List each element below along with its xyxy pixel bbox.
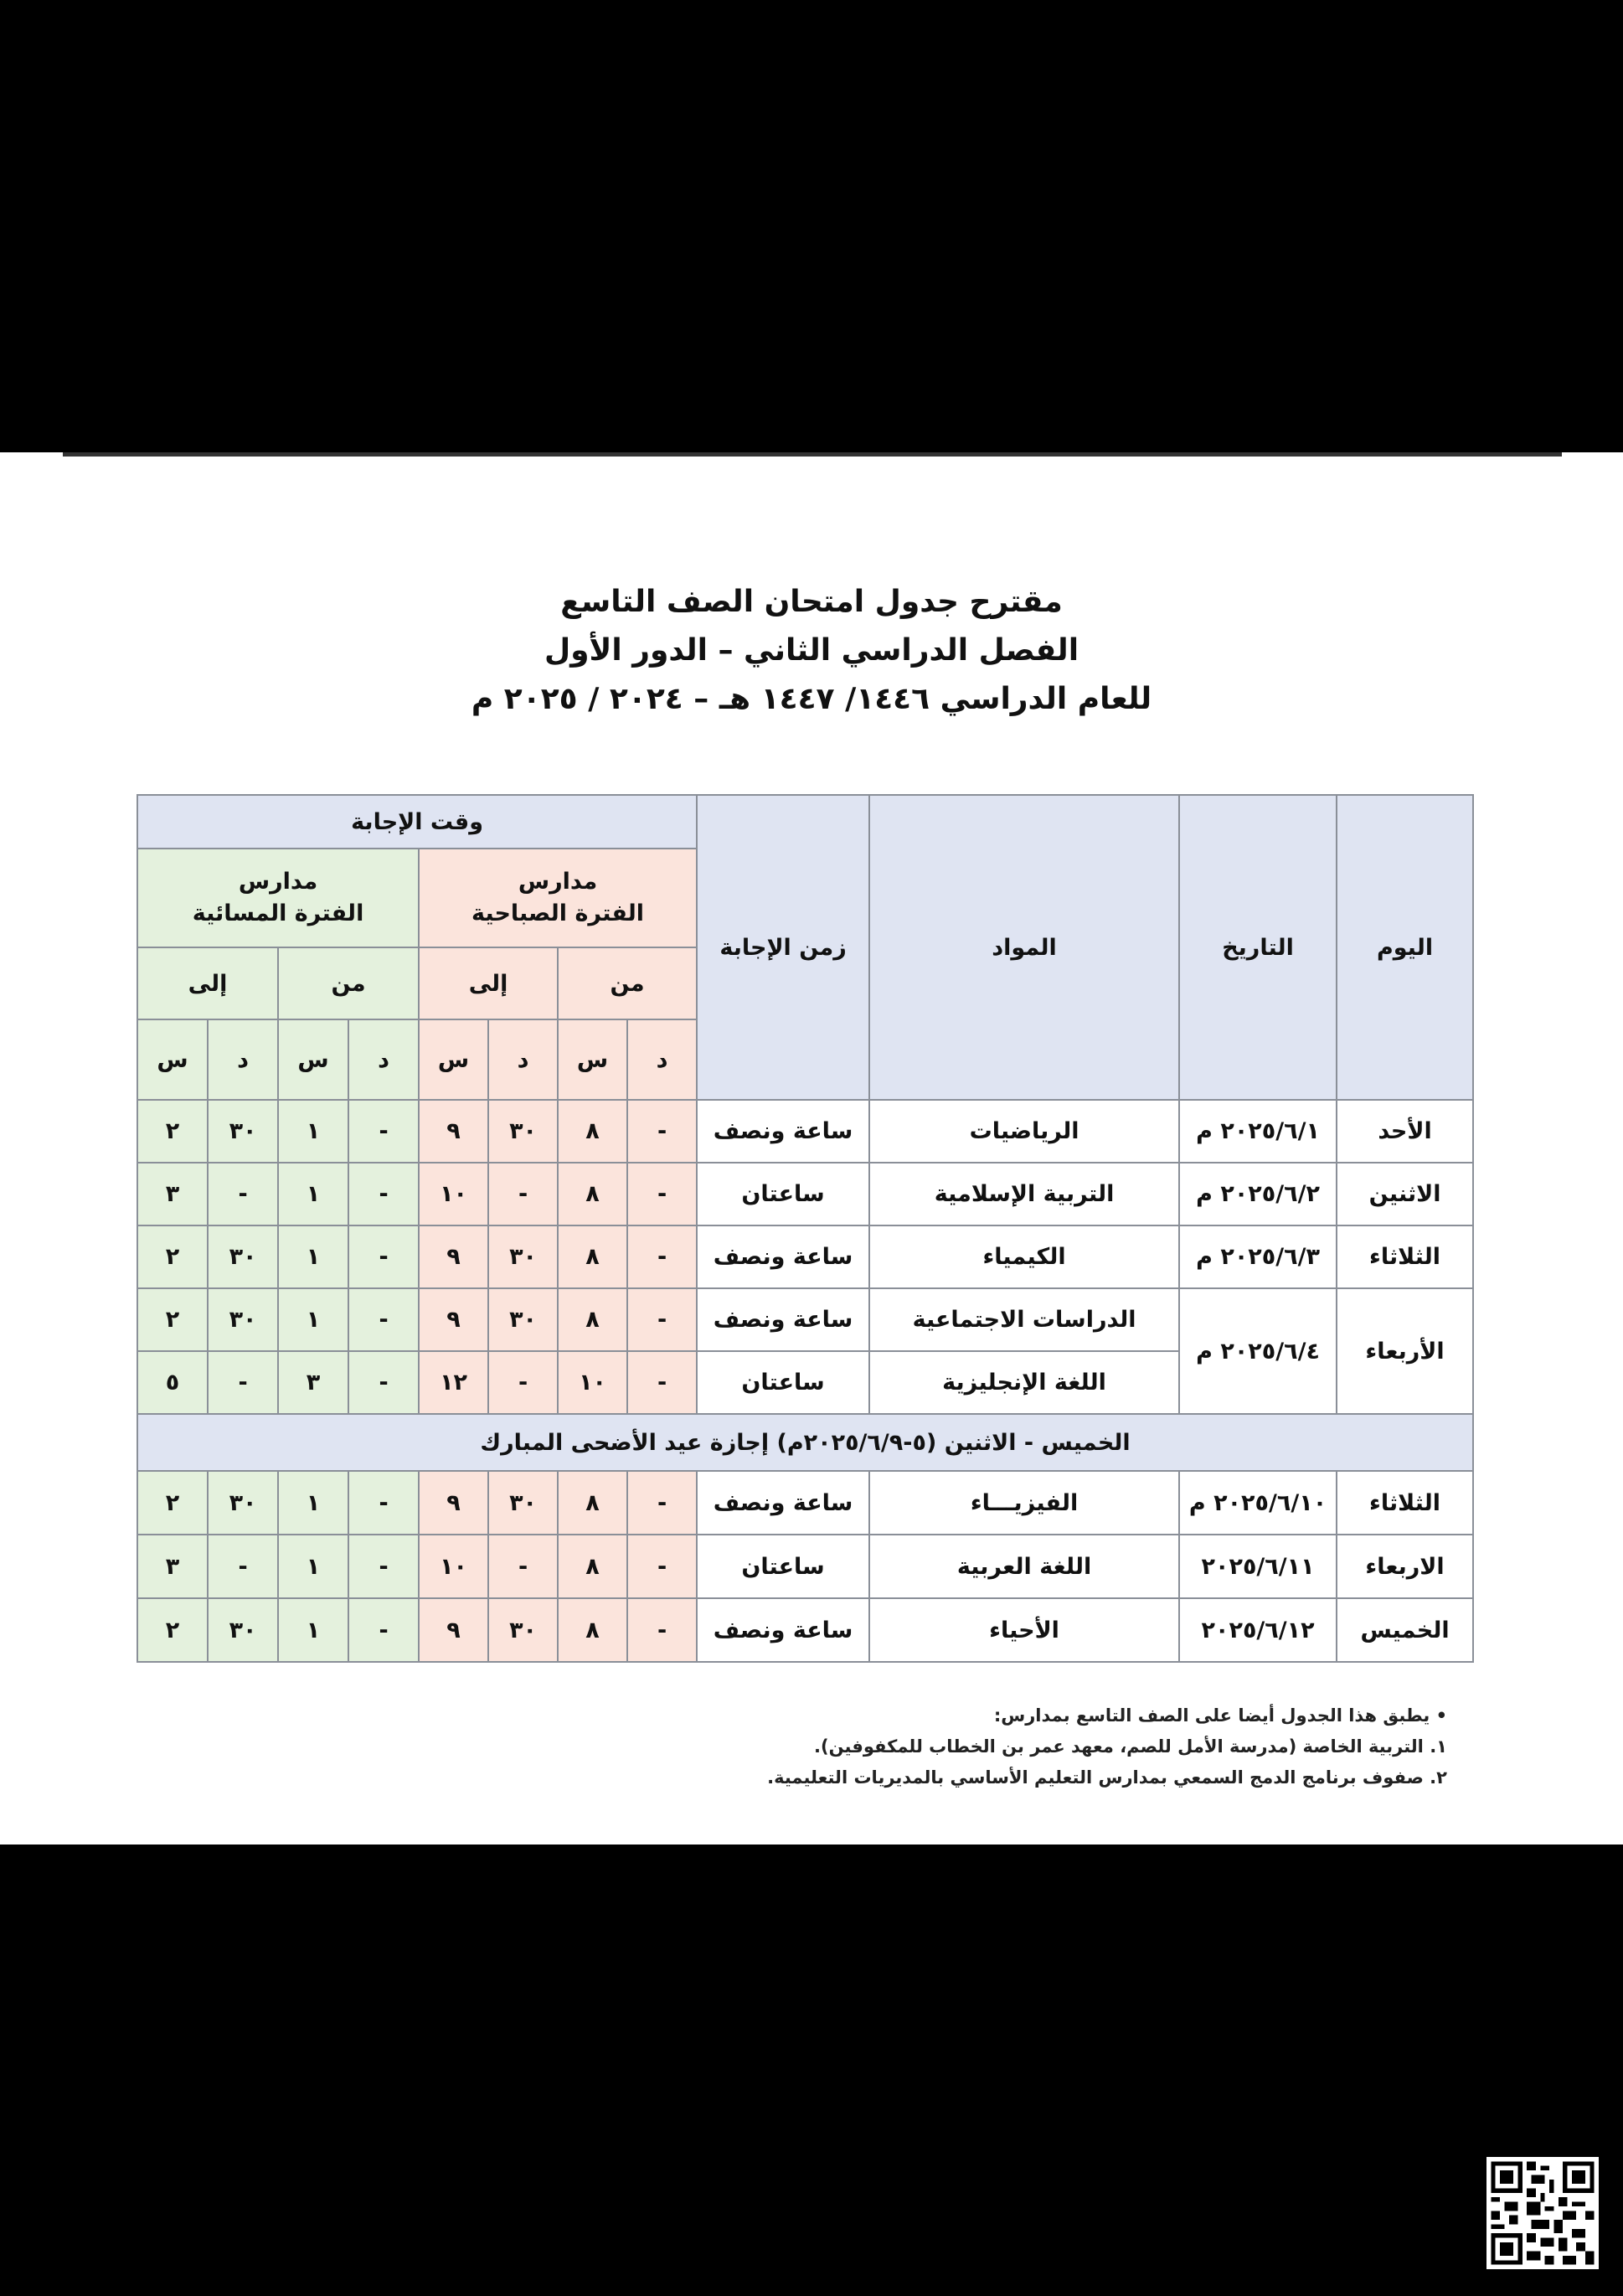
cell-time: ١	[278, 1471, 348, 1535]
cell-time: ٨	[558, 1163, 627, 1225]
cell-time: -	[348, 1100, 419, 1163]
cell-time: ٢	[137, 1471, 208, 1535]
cell-time: ٣٠	[488, 1471, 558, 1535]
cell-subject: الكيمياء	[869, 1225, 1179, 1288]
qr-code-icon	[1486, 2157, 1599, 2269]
title-line-3: للعام الدراسي ١٤٤٦/ ١٤٤٧ هـ – ٢٠٢٤ / ٢٠٢٥ م	[471, 682, 1152, 716]
cell-time: ٣٠	[488, 1225, 558, 1288]
cell-date: ٢٠٢٥/٦/١٠ م	[1179, 1471, 1337, 1535]
cell-duration: ساعة ونصف	[697, 1100, 869, 1163]
header-minute: د	[488, 1019, 558, 1100]
cell-time: -	[627, 1535, 697, 1598]
cell-time: ٩	[419, 1288, 488, 1351]
footnotes	[526, 1700, 1447, 1793]
cell-time: ٥	[137, 1351, 208, 1414]
cell-time: -	[488, 1351, 558, 1414]
cell-subject: الدراسات الاجتماعية	[869, 1288, 1179, 1351]
cell-time: -	[348, 1598, 419, 1662]
exam-schedule-table	[137, 794, 1474, 1663]
cell-time: -	[208, 1535, 278, 1598]
cell-time: ٨	[558, 1100, 627, 1163]
cell-day: الخميس	[1337, 1598, 1473, 1662]
cell-time: ٨	[558, 1225, 627, 1288]
cell-time: ٣٠	[208, 1471, 278, 1535]
cell-time: ١٢	[419, 1351, 488, 1414]
table-row	[137, 1535, 1473, 1598]
cell-time: ١	[278, 1535, 348, 1598]
cell-subject: التربية الإسلامية	[869, 1163, 1179, 1225]
cell-time: -	[627, 1225, 697, 1288]
cell-time: ١٠	[419, 1163, 488, 1225]
cell-time: ١٠	[558, 1351, 627, 1414]
cell-time: ٩	[419, 1225, 488, 1288]
cell-duration: ساعة ونصف	[697, 1288, 869, 1351]
cell-time: ٢	[137, 1598, 208, 1662]
cell-duration: ساعة ونصف	[697, 1598, 869, 1662]
cell-time: ٣٠	[208, 1598, 278, 1662]
cell-date: ٢٠٢٥/٦/٢ م	[1179, 1163, 1337, 1225]
cell-duration: ساعتان	[697, 1163, 869, 1225]
cell-day: الاربعاء	[1337, 1535, 1473, 1598]
cell-time: -	[627, 1288, 697, 1351]
cell-time: -	[208, 1163, 278, 1225]
table-row	[137, 1225, 1473, 1288]
footnote: ٢. صفوف برنامج الدمج السمعي بمدارس التعليم الأساسي بالمديريات التعليمية.	[767, 1767, 1447, 1788]
header-minute: د	[627, 1019, 697, 1100]
cell-day: الاثنين	[1337, 1163, 1473, 1225]
cell-date: ٢٠٢٥/٦/١ م	[1179, 1100, 1337, 1163]
title-line-2: الفصل الدراسي الثاني – الدور الأول	[544, 633, 1079, 668]
cell-time: ١	[278, 1225, 348, 1288]
cell-time: ٨	[558, 1288, 627, 1351]
cell-time: ٢	[137, 1225, 208, 1288]
table-row	[137, 1598, 1473, 1662]
cell-time: ١	[278, 1288, 348, 1351]
cell-time: ١	[278, 1163, 348, 1225]
cell-subject: الرياضيات	[869, 1100, 1179, 1163]
cell-time: -	[208, 1351, 278, 1414]
holiday-row: الخميس - الاثنين (٥-٢٠٢٥/٦/٩م) إجازة عيد الأضحى المبارك	[137, 1414, 1473, 1471]
cell-time: -	[488, 1535, 558, 1598]
header-duration: زمن الإجابة	[697, 795, 869, 1100]
cell-day: الأحد	[1337, 1100, 1473, 1163]
cell-time: ٨	[558, 1598, 627, 1662]
table-row	[137, 1288, 1473, 1351]
footnote: • يطبق هذا الجدول أيضا على الصف التاسع بمدارس:	[993, 1705, 1447, 1726]
cell-time: -	[488, 1163, 558, 1225]
header-hour: س	[278, 1019, 348, 1100]
cell-time: ١٠	[419, 1535, 488, 1598]
cell-time: ٨	[558, 1535, 627, 1598]
header-evening-to: إلى	[137, 947, 278, 1019]
cell-duration: ساعة ونصف	[697, 1225, 869, 1288]
footnote: ١. التربية الخاصة (مدرسة الأمل للصم، معهد عمر بن الخطاب للمكفوفين).	[814, 1736, 1447, 1757]
cell-time: ٣٠	[488, 1288, 558, 1351]
header-morning-to: إلى	[419, 947, 558, 1019]
header-subject: المواد	[869, 795, 1179, 1100]
header-evening-from: من	[278, 947, 419, 1019]
cell-time: ١	[278, 1598, 348, 1662]
cell-time: -	[348, 1535, 419, 1598]
cell-time: -	[348, 1471, 419, 1535]
cell-time: ٣	[137, 1163, 208, 1225]
title-block	[0, 578, 1623, 724]
cell-subject: الأحياء	[869, 1598, 1179, 1662]
cell-subject: اللغة الإنجليزية	[869, 1351, 1179, 1414]
cell-time: ١	[278, 1100, 348, 1163]
cell-date: ٢٠٢٥/٦/١٢	[1179, 1598, 1337, 1662]
cell-time: ٣٠	[488, 1100, 558, 1163]
cell-time: ٣	[278, 1351, 348, 1414]
cell-time: ٨	[558, 1471, 627, 1535]
header-minute: د	[348, 1019, 419, 1100]
cell-time: -	[348, 1288, 419, 1351]
cell-time: -	[627, 1351, 697, 1414]
document-sheet	[0, 452, 1623, 1845]
cell-time: ٣٠	[488, 1598, 558, 1662]
header-hour: س	[419, 1019, 488, 1100]
cell-subject: الفيزيـــاء	[869, 1471, 1179, 1535]
header-answer-time: وقت الإجابة	[137, 795, 697, 849]
cell-time: -	[627, 1598, 697, 1662]
cell-time: ٣٠	[208, 1225, 278, 1288]
header-morning-from: من	[558, 947, 697, 1019]
cell-subject: اللغة العربية	[869, 1535, 1179, 1598]
title-line-1: مقترح جدول امتحان الصف التاسع	[560, 585, 1063, 619]
cell-time: -	[627, 1100, 697, 1163]
table-row	[137, 1471, 1473, 1535]
top-divider	[63, 452, 1562, 457]
header-day: اليوم	[1337, 795, 1473, 1100]
cell-time: -	[348, 1163, 419, 1225]
cell-time: -	[627, 1163, 697, 1225]
cell-duration: ساعتان	[697, 1351, 869, 1414]
cell-duration: ساعتان	[697, 1535, 869, 1598]
header-hour: س	[558, 1019, 627, 1100]
table-row	[137, 1163, 1473, 1225]
header-minute: د	[208, 1019, 278, 1100]
cell-time: -	[348, 1225, 419, 1288]
cell-time: ٣٠	[208, 1100, 278, 1163]
header-date: التاريخ	[1179, 795, 1337, 1100]
cell-time: ٢	[137, 1100, 208, 1163]
cell-time: ٩	[419, 1598, 488, 1662]
table-row	[137, 1100, 1473, 1163]
cell-day: الثلاثاء	[1337, 1225, 1473, 1288]
cell-date: ٢٠٢٥/٦/٤ م	[1179, 1288, 1337, 1414]
cell-time: -	[348, 1351, 419, 1414]
cell-day: الأربعاء	[1337, 1288, 1473, 1414]
cell-date: ٢٠٢٥/٦/١١	[1179, 1535, 1337, 1598]
cell-date: ٢٠٢٥/٦/٣ م	[1179, 1225, 1337, 1288]
cell-time: ٩	[419, 1100, 488, 1163]
cell-time: ٩	[419, 1471, 488, 1535]
cell-time: ٢	[137, 1288, 208, 1351]
cell-time: ٣٠	[208, 1288, 278, 1351]
cell-day: الثلاثاء	[1337, 1471, 1473, 1535]
header-morning: مدارس الفترة الصباحية	[419, 849, 697, 947]
cell-duration: ساعة ونصف	[697, 1471, 869, 1535]
header-evening: مدارس الفترة المسائية	[137, 849, 419, 947]
header-hour: س	[137, 1019, 208, 1100]
cell-time: -	[627, 1471, 697, 1535]
cell-time: ٣	[137, 1535, 208, 1598]
